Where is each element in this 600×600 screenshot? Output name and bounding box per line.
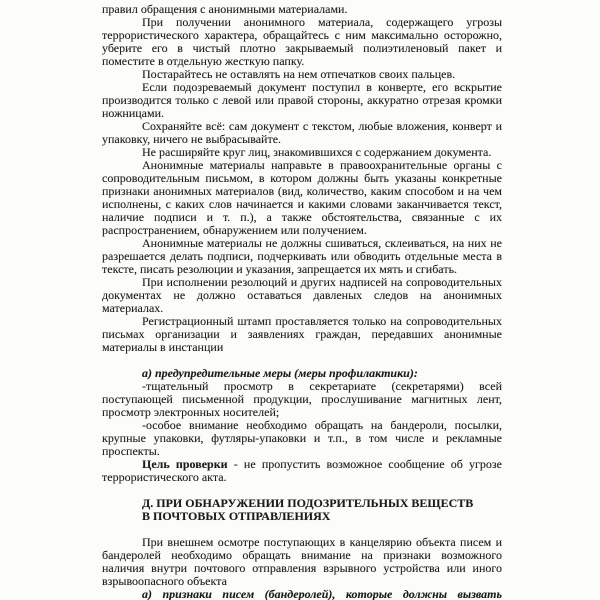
paragraph-keep-everything: Сохраняйте всё: сам документ с текстом, любые вложения, конверт и упаковку, ничего не выбрасывайте. bbox=[102, 119, 502, 146]
paragraph-no-fingerprints: Постарайтесь не оставлять на нем отпечатков своих пальцев. bbox=[142, 67, 456, 81]
paragraph-continuation: правил обращения с анонимными материалами. bbox=[102, 2, 348, 16]
paragraph-goal bbox=[102, 458, 502, 484]
measure-item-screening: -тщательный просмотр в секретариате (секретарями) всей поступающей письменной продукции, прослушивание магнитных лент, просмотр электронных носителей; bbox=[102, 379, 502, 419]
paragraph-do-not-alter: Анонимные материалы не должны сшиваться, склеиваться, на них не разрешается делать подписи, подчеркивать или обводить отдельные места в тексте, писать резолюции и указания, запрещается их мять и сгибать. bbox=[102, 236, 502, 276]
section-heading-line-2: В ПОЧТОВЫХ ОТПРАВЛЕНИЯХ bbox=[142, 509, 331, 523]
goal-text: - не пропустить возможное сообщение об угрозе террористического акта. bbox=[102, 457, 503, 484]
paragraph-send-to-authorities: Анонимные материалы направьте в правоохранительные органы с сопроводительным письмом, в котором должны быть указаны конкретные признаки анонимных материалов (вид, количество, каким способом и на чем исполнены, с каких слов начинается и какими словами заканчивается текст, наличие подписи и т. п.), а также обстоятельства, связанные с их распространением, обнаружением или получением. bbox=[102, 158, 502, 237]
subheading-preventive-measures: а) предупредительные меры (меры профилактики): bbox=[142, 366, 418, 380]
goal-label: Цель проверки bbox=[142, 457, 228, 471]
paragraph-no-pressure-marks: При исполнении резолюций и других надписей на сопроводительных документах не должно оставаться давленых следов на анонимных материалах. bbox=[102, 275, 502, 315]
measure-item-parcels: -особое внимание необходимо обращать на бандероли, посылки, крупные упаковки, футляры-упаковки и т.п., в том числе и рекламные проспекты. bbox=[102, 418, 502, 458]
paragraph-external-inspection: При внешнем осмотре поступающих в канцелярию объекта писем и бандеролей необходимо обращать внимание на признаки возможного наличия внутри почтового отправления взрывного устройства или иного взрывоопасного объекта bbox=[102, 535, 502, 588]
subheading-letter-signs: а) признаки писем (бандеролей), которые должны вызвать bbox=[142, 587, 502, 600]
paragraph-limit-access: Не расширяйте круг лиц, знакомившихся с содержанием документа. bbox=[142, 145, 492, 159]
section-heading-line-1: Д. ПРИ ОБНАРУЖЕНИИ ПОДОЗРИТЕЛЬНЫХ ВЕЩЕСТВ bbox=[142, 496, 474, 510]
paragraph-registration-stamp: Регистрационный штамп проставляется только на сопроводительных письмах организации и заявлениях граждан, передавших анонимные материалы в инстанции bbox=[102, 314, 502, 354]
paragraph-handling-threat-material: При получении анонимного материала, содержащего угрозы террористического характера, обращайтесь с ним максимально осторожно, уберите его в чистый плотно закрываемый полиэтиленовый пакет и поместите в отдельную жесткую папку. bbox=[102, 15, 502, 68]
paragraph-envelope-opening: Если подозреваемый документ поступил в конверте, его вскрытие производится только с левой или правой стороны, аккуратно отрезая кромки ножницами. bbox=[102, 80, 502, 120]
